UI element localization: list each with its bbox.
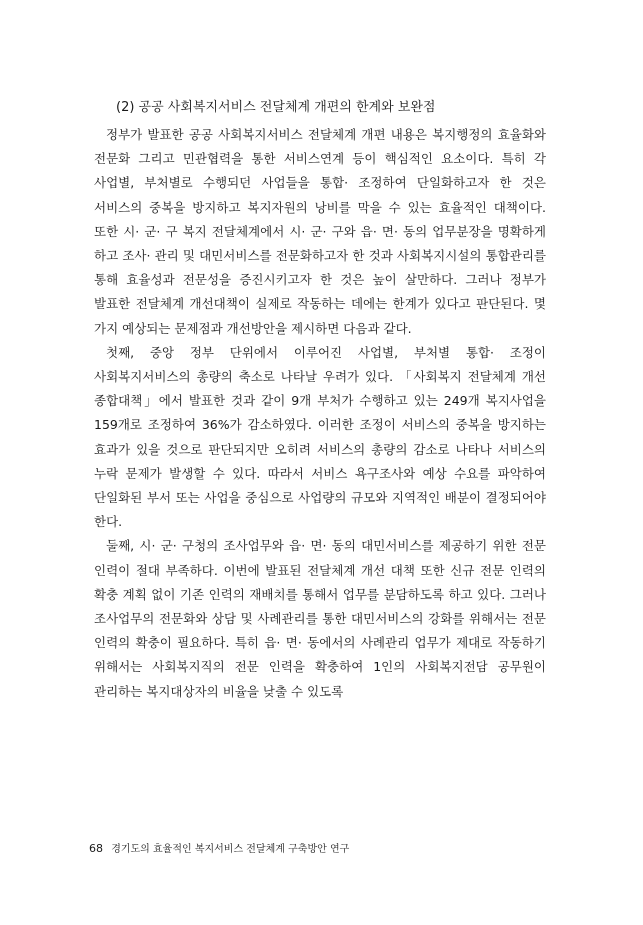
section-heading: (2) 공공 사회복지서비스 전달체계 개편의 한계와 보완점 xyxy=(116,100,436,115)
page-footer xyxy=(89,842,349,857)
body-paragraph-1: 정부가 발표한 공공 사회복지서비스 전달체계 개편 내용은 복지행정의 효율화와 전문화 그리고 민관협력을 통한 서비스연계 등이 핵심적인 요소이다. 특히 각 사업별, 부처별로 수행되던 사업들을 통합· 조정하여 단일화하고자 한 것은 서비스의 중복을 방지하고 복지자원의 낭비를 막을 수 있는 효율적인 대책이다. 또한 시· 군· 구 복지 전달체계에서 시· 군· 구와 읍· 면· 동의 업무분장을 명확하게 하고 조사· 관리 및 대민서비스를 전문화하고자 한 것과 사회복지시설의 통합관리를 통해 효율성과 전문성을 증진시키고자 한 것은 높이 살만하다. 그러나 정부가 발표한 전달체계 개선대책이 실제로 작동하는 데에는 한계가 있다고 판단된다. 몇 가지 예상되는 문제점과 개선방안을 제시하면 다음과 같다. xyxy=(94,127,546,336)
body-paragraph-3: 둘째, 시· 군· 구청의 조사업무와 읍· 면· 동의 대민서비스를 제공하기 위한 전문 인력이 절대 부족하다. 이번에 발표된 전달체계 개선 대책 또한 신규 전문 인력의 확충 계획 없이 기존 인력의 재배치를 통해서 업무를 분담하도록 하고 있다. 그러나 조사업무의 전문화와 상담 및 사례관리를 통한 대민서비스의 강화를 위해서는 전문 인력의 확충이 필요하다. 특히 읍· 면· 동에서의 사례관리 업무가 제대로 작동하기 위해서는 사회복지직의 전문 인력을 확충하여 1인의 사회복지전담 공무원이 관리하는 복지대상자의 비율을 낮출 수 있도록 xyxy=(94,538,546,699)
body-content xyxy=(94,96,546,704)
page-number: 68 xyxy=(89,842,103,855)
running-title: 경기도의 효율적인 복지서비스 전달체계 구축방안 연구 xyxy=(111,844,350,855)
body-paragraph-2: 첫째, 중앙 정부 단위에서 이루어진 사업별, 부처별 통합· 조정이 사회복지서비스의 총량의 축소로 나타날 우려가 있다. 「사회복지 전달체계 개선 종합대책」에서 발표한 것과 같이 9개 부처가 수행하고 있는 249개 복지사업을 159개로 조정하여 36%가 감소하였다. 이러한 조정이 서비스의 중복을 방지하는 효과가 있을 것으로 판단되지만 오히려 서비스의 총량의 감소로 나타나 서비스의 누락 문제가 발생할 수 있다. 따라서 서비스 욕구조사와 예상 수요를 파악하여 단일화된 부서 또는 사업을 중심으로 사업량의 규모와 지역적인 배분이 결정되어야 한다. xyxy=(94,344,546,530)
